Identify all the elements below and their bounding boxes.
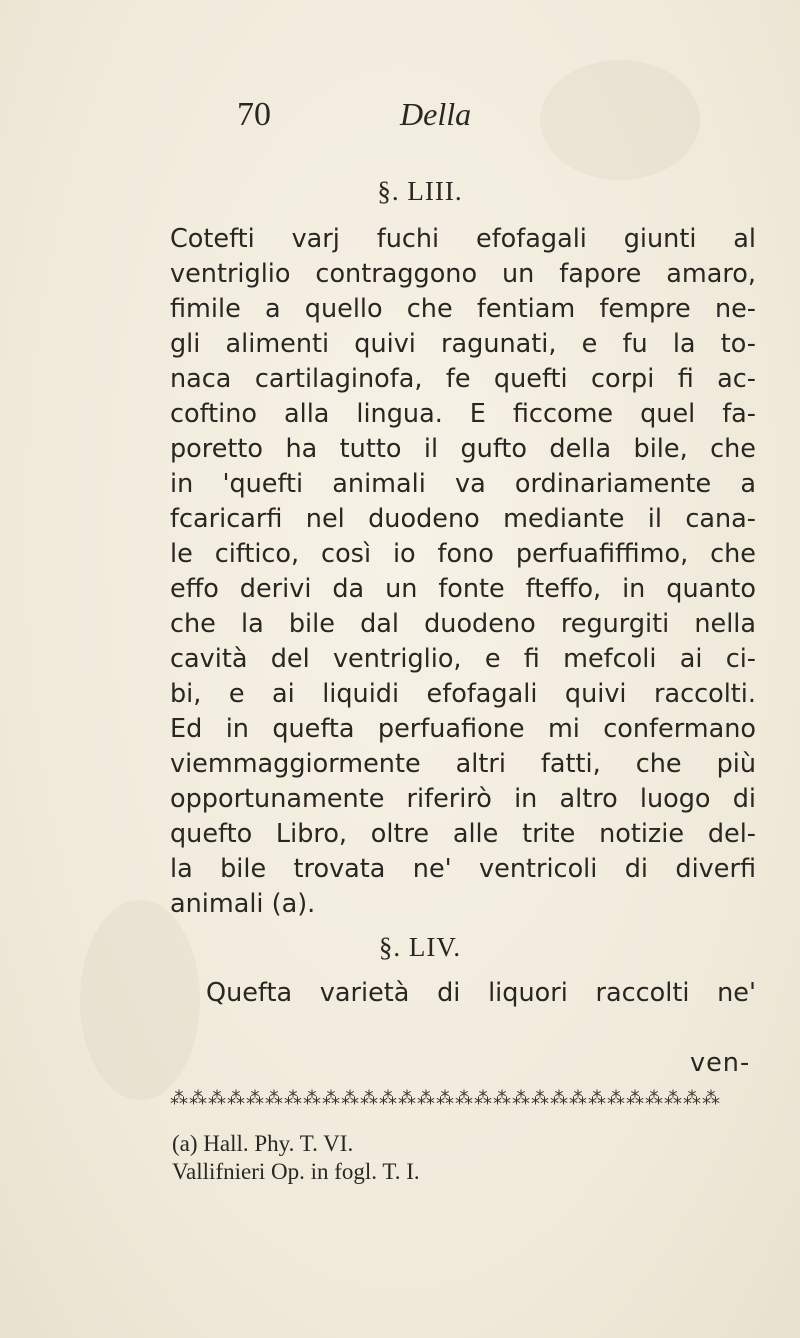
text-line: fcaricarfi nel duodeno mediante il cana- bbox=[170, 504, 756, 534]
text-line: bi, e ai liquidi efofagali quivi raccolti. bbox=[170, 679, 756, 709]
text-line: Quefta varietà di liquori raccolti ne' bbox=[206, 978, 756, 1008]
text-line: poretto ha tutto il gufto della bile, che bbox=[170, 434, 756, 464]
text-line: la bile trovata ne' ventricoli di diverfi bbox=[170, 854, 756, 884]
paragraph bbox=[170, 222, 756, 922]
page-header bbox=[0, 96, 800, 136]
text-line: gli alimenti quivi ragunati, e fu la to- bbox=[170, 329, 756, 359]
section-heading: §. LIII. bbox=[377, 176, 463, 206]
text-line: viemmaggiormente altri fatti, che più bbox=[170, 749, 756, 779]
text-line: opportunamente riferirò in altro luogo di bbox=[170, 784, 756, 814]
text-line: Ed in quefta perfuafione mi confermano bbox=[170, 714, 756, 744]
text-line: coftino alla lingua. E ficcome quel fa- bbox=[170, 399, 756, 429]
text-line: ventriglio contraggono un fapore amaro, bbox=[170, 259, 756, 289]
page-number: 70 bbox=[237, 96, 271, 133]
section-heading: §. LIV. bbox=[378, 932, 462, 962]
text-line: effo derivi da un fonte fteffo, in quanto bbox=[170, 574, 756, 604]
catchword: ven- bbox=[690, 1048, 751, 1078]
text-line: in 'quefti animali va ordinariamente a bbox=[170, 469, 756, 499]
footnote-line: (a) Hall. Phy. T. VI. bbox=[172, 1131, 354, 1156]
text-line: fimile a quello che fentiam fempre ne- bbox=[170, 294, 756, 324]
text-line: che la bile dal duodeno regurgiti nella bbox=[170, 609, 756, 639]
footnote bbox=[172, 1130, 420, 1186]
text-line: animali (a). bbox=[170, 889, 316, 919]
paragraph bbox=[170, 976, 756, 1011]
ornament-rule: ⁂⁂⁂⁂⁂⁂⁂⁂⁂⁂⁂⁂⁂⁂⁂⁂⁂⁂⁂⁂⁂⁂⁂⁂⁂⁂⁂⁂⁂ bbox=[170, 1088, 721, 1109]
footnote-line: Vallifnieri Op. in fogl. T. I. bbox=[172, 1159, 420, 1184]
text-line: cavità del ventriglio, e fi mefcoli ai ci- bbox=[170, 644, 756, 674]
text-line: Cotefti varj fuchi efofagali giunti al bbox=[170, 224, 756, 254]
running-head: Della bbox=[400, 96, 472, 132]
text-line: quefto Libro, oltre alle trite notizie del- bbox=[170, 819, 756, 849]
text-line: le ciftico, così io fono perfuafiffimo, che bbox=[170, 539, 756, 569]
text-line: naca cartilaginofa, fe quefti corpi fi ac- bbox=[170, 364, 756, 394]
